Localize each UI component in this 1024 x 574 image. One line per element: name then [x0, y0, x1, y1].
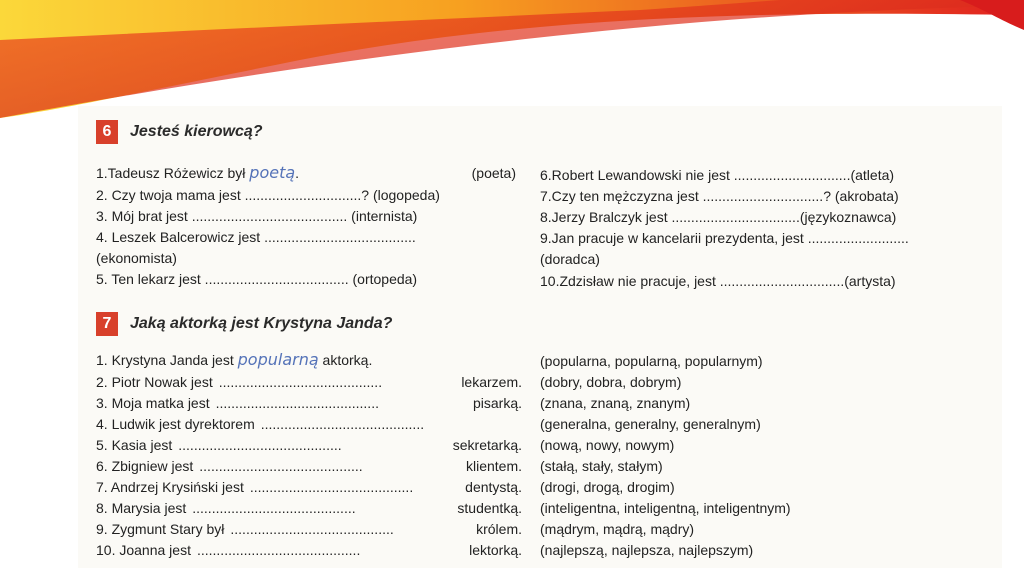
blank-dots: ..........................................: [249, 479, 414, 495]
item-text: 6. Zbigniew jest: [96, 458, 194, 474]
blank-dots: ..........................................: [199, 458, 363, 474]
exercise-7-item: [96, 541, 522, 559]
blank-dots: ..........................................: [215, 395, 379, 411]
item-text: .: [295, 165, 300, 181]
exercise-7-hint: (najlepszą, najlepsza, najlepszym): [540, 542, 754, 558]
item-text: 7. Andrzej Krysiński jest: [96, 479, 244, 495]
item-hint: (poeta): [471, 165, 516, 181]
blank-dots: ..........................................: [192, 500, 356, 516]
exercise-7-hint: (popularna, popularną, popularnym): [540, 353, 763, 369]
exercise-7-item: [96, 457, 522, 475]
item-text: 10. Joanna jest: [96, 542, 191, 558]
exercise-7-item: [96, 373, 522, 391]
item-ending: królem.: [476, 521, 522, 537]
exercise-7-item: [96, 415, 522, 433]
item-ending: lekarzem.: [461, 374, 522, 390]
exercise-6-item-7: 7.Czy ten mężczyzna jest ...............................? (akrobata): [540, 188, 899, 204]
section-6-number: 6: [96, 120, 118, 144]
blank-dots: ..........................................: [178, 437, 342, 453]
exercise-7-item: [96, 436, 522, 454]
exercise-7-hint: (generalna, generalny, generalnym): [540, 416, 761, 432]
section-6-title: Jesteś kierowcą?: [130, 123, 263, 140]
exercise-6-item-9-hint: (doradca): [540, 251, 600, 267]
item-text: 1.Tadeusz Różewicz był: [96, 165, 250, 181]
item-ending: studentką.: [457, 500, 522, 516]
item-ending: klientem.: [465, 458, 522, 474]
section-6-header: [96, 120, 263, 144]
exercise-7-hint: (stałą, stały, stałym): [540, 458, 663, 474]
item-text: 5. Kasia jest: [96, 437, 173, 453]
item-text: aktorką.: [318, 352, 373, 368]
item-ending: lektorką.: [469, 542, 522, 558]
blank-dots: ..........................................: [230, 521, 394, 537]
exercise-7-item-1: [96, 351, 372, 369]
exercise-7-hint: (mądrym, mądrą, mądry): [540, 521, 695, 537]
item-text: 4. Ludwik jest dyrektorem: [96, 416, 255, 432]
filled-answer: poetą: [249, 163, 296, 182]
item-text: 9. Zygmunt Stary był: [96, 521, 225, 537]
exercise-7-hint: (drogi, drogą, drogim): [540, 479, 675, 495]
item-ending: sekretarką.: [452, 437, 522, 453]
exercise-6-item-3: 3. Mój brat jest ........................................ (internista): [96, 208, 418, 224]
item-text: 2. Piotr Nowak jest: [96, 374, 213, 390]
item-ending: dentystą.: [465, 479, 522, 495]
exercise-6-item-5: 5. Ten lekarz jest ..................................... (ortopeda): [96, 271, 418, 287]
exercise-7-hint: (znana, znaną, znanym): [540, 395, 691, 411]
exercise-7-item: [96, 499, 522, 517]
exercise-6-item-6: 6.Robert Lewandowski nie jest ..............................(atleta): [540, 167, 895, 183]
blank-dots: ..........................................: [218, 374, 383, 390]
exercise-6-item-9: 9.Jan pracuje w kancelarii prezydenta, jest ..........................: [540, 230, 909, 246]
exercise-7-item: [96, 478, 522, 496]
exercise-7-item: [96, 520, 522, 538]
exercise-6-item-4: 4. Leszek Balcerowicz jest .......................................: [96, 229, 416, 245]
blank-dots: ..........................................: [196, 542, 361, 558]
exercise-6-item-2: 2. Czy twoja mama jest ..............................? (logopeda): [96, 187, 440, 203]
exercise-7-hint: (inteligentna, inteligentną, inteligentnym): [540, 500, 791, 516]
item-text: 1. Krystyna Janda jest: [96, 352, 238, 368]
filled-answer: popularną: [237, 350, 319, 369]
item-text: 8. Marysia jest: [96, 500, 187, 516]
section-7-number: 7: [96, 312, 118, 336]
item-ending: pisarką.: [472, 395, 522, 411]
exercise-6-item-10: 10.Zdzisław nie pracuje, jest ................................(artysta): [540, 273, 896, 289]
exercise-6-item-1: [96, 164, 516, 182]
exercise-7-hint: (nową, nowy, nowym): [540, 437, 675, 453]
item-text: 3. Moja matka jest: [96, 395, 210, 411]
section-7-title: Jaką aktorką jest Krystyna Janda?: [130, 315, 393, 332]
section-7-header: [96, 312, 392, 336]
exercise-6-item-4-hint: (ekonomista): [96, 250, 177, 266]
exercise-6-item-8: 8.Jerzy Bralczyk jest .................................(językoznawca): [540, 209, 897, 225]
exercise-7-hint: (dobry, dobra, dobrym): [540, 374, 682, 390]
exercise-7-item: [96, 394, 522, 412]
blank-dots: ..........................................: [260, 416, 425, 432]
